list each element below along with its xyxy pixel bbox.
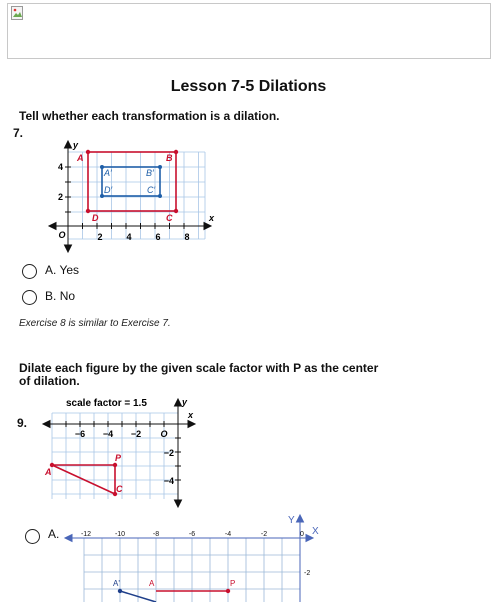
header-banner-image	[7, 3, 491, 59]
x-axis-label: X	[312, 526, 319, 537]
point-label-p: P	[230, 579, 236, 588]
answer-a-radio[interactable]	[25, 529, 40, 544]
option-b-letter: B.	[45, 289, 57, 303]
y-axis-label: y	[73, 140, 79, 150]
option-a-radio[interactable]	[22, 264, 37, 279]
triangle-apc	[52, 465, 115, 494]
option-b-label[interactable]	[45, 289, 75, 303]
vertex-label-c: C	[116, 484, 123, 494]
vertex-label-d: D	[92, 213, 99, 223]
x-tick-label: 8	[184, 232, 190, 242]
vertex-label-b: B	[166, 153, 173, 163]
point-a-prime	[118, 589, 122, 593]
vertex-label-a: A	[45, 467, 52, 477]
vertex-label-a: A	[77, 153, 84, 163]
y-tick-label: -2	[304, 570, 311, 577]
vertex-label-a-prime: A′	[104, 168, 112, 178]
exercise-7-graph	[45, 136, 220, 256]
y-tick-label: 2	[57, 192, 63, 202]
option-a-label[interactable]	[45, 263, 79, 277]
exercise-9-graph	[40, 393, 200, 505]
origin-label: O	[160, 429, 168, 439]
outer-rectangle	[88, 152, 176, 211]
instruction-text-line2: of dilation.	[19, 374, 80, 388]
y-axis-label: Y	[288, 515, 295, 526]
answer-a-graph	[62, 512, 327, 602]
x-axis-label: x	[209, 213, 215, 223]
point-label-a: A	[149, 579, 155, 588]
point-p	[226, 589, 230, 593]
answer-a-letter[interactable]: A.	[48, 527, 60, 541]
x-tick-label: −4	[102, 429, 114, 439]
x-tick-label: 4	[126, 232, 132, 242]
outer-vertices	[86, 150, 178, 213]
exercise-number: 9.	[17, 416, 28, 430]
option-b-text: No	[59, 289, 76, 303]
instruction-text-line1: Dilate each figure by the given scale factor with P as the center	[19, 361, 379, 375]
x-tick-label: -10	[114, 531, 126, 538]
x-tick-label: -4	[224, 531, 232, 538]
vertex-label-c: C	[166, 213, 173, 223]
option-b-radio[interactable]	[22, 290, 37, 305]
point-label-a-prime: A'	[113, 579, 120, 588]
x-tick-label: -12	[80, 531, 92, 538]
instruction-text: Tell whether each transformation is a dilation.	[19, 109, 280, 123]
x-axis-label: x	[188, 410, 194, 420]
y-tick-label: −4	[163, 476, 174, 486]
page-title: Lesson 7-5 Dilations	[170, 78, 327, 95]
x-tick-label: 6	[155, 232, 161, 242]
y-axis-label: y	[182, 397, 188, 407]
x-tick-label: 0	[300, 531, 304, 538]
x-tick-label: -2	[260, 531, 268, 538]
broken-image-icon	[11, 6, 25, 22]
exercise-note: Exercise 8 is similar to Exercise 7.	[19, 318, 171, 329]
vertex-label-p: P	[115, 453, 122, 463]
x-tick-label: −6	[74, 429, 86, 439]
vertex-label-b-prime: B′	[146, 168, 154, 178]
vertex-label-c-prime: C′	[147, 185, 156, 195]
exercise-number: 7.	[13, 126, 24, 140]
origin-label: O	[58, 230, 66, 240]
y-tick-label: −2	[163, 448, 174, 458]
option-a-letter: A.	[45, 263, 57, 277]
x-tick-label: −2	[130, 429, 142, 439]
scale-factor-caption: scale factor = 1.5	[66, 398, 147, 409]
option-a-text: Yes	[59, 263, 80, 277]
vertex-label-d-prime: D′	[104, 185, 113, 195]
x-tick-label: 2	[97, 232, 103, 242]
x-tick-label: -8	[152, 531, 160, 538]
y-tick-label: 4	[57, 162, 63, 172]
x-tick-label: -6	[188, 531, 196, 538]
